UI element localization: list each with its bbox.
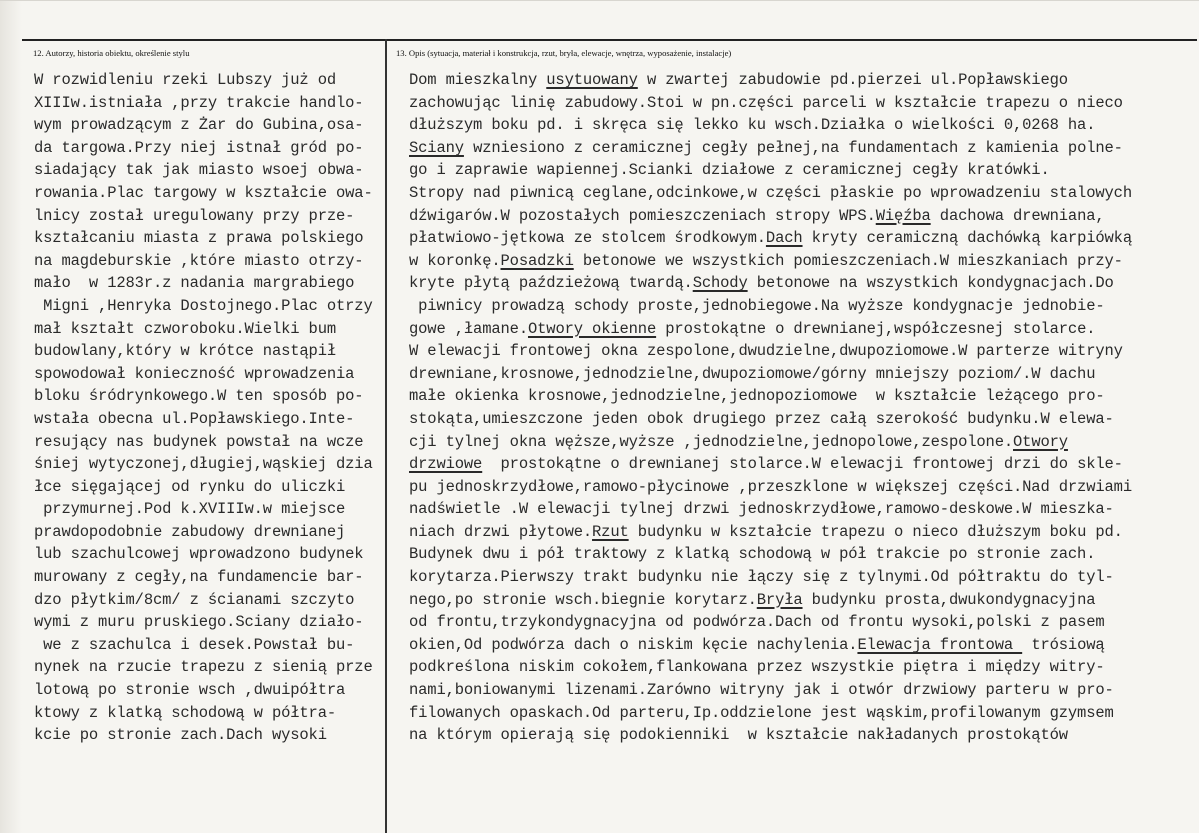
text-segment: rowania.Plac targowy w kształcie owa- (34, 183, 373, 202)
underlined-heading-word: Sciany (409, 138, 464, 157)
text-segment: kryty ceramiczną dachówką karpiówką (802, 229, 1132, 248)
text-line (34, 611, 384, 634)
text-segment: siadający tak jak miasto wsoej obwa- (34, 161, 364, 180)
underlined-heading-word: Rzut (592, 522, 629, 541)
text-line (409, 385, 1199, 408)
text-line (409, 543, 1199, 566)
text-segment: Stropy nad piwnicą ceglane,odcinkowe,w części płaskie po wprowadzeniu stalowych (409, 183, 1132, 202)
text-line (34, 159, 384, 182)
underlined-heading-word: Dach (765, 229, 803, 248)
text-segment: nego,po stronie wsch.biegnie korytarz. (409, 590, 757, 609)
page-edge-shadow (0, 1, 22, 833)
text-segment: cji tylnej okna węższe,wyższe ,jednodzielne,jednopolowe,zespolone. (409, 432, 1014, 451)
text-line (409, 453, 1199, 476)
text-segment: na którym opierają się podokienniki w kształcie nakładanych prostokątów (409, 726, 1068, 745)
text-segment: gowe ,łamane. (409, 319, 528, 338)
text-segment: nami,boniowanymi lizenami.Zarówno witryny jak i otwór drzwiowy parteru w pro- (409, 681, 1114, 700)
text-line (34, 385, 384, 408)
text-segment: drewniane,krosnowe,jednodzielne,dwupoziomowe/górny mniejszy poziom/.W dachu (409, 364, 1096, 383)
text-segment: płatwiowo-jętkowa ze stolcem środkowym. (409, 229, 766, 248)
text-line (34, 702, 384, 725)
text-line (409, 408, 1199, 431)
text-segment: da targowa.Przy niej istnał gród po- (34, 138, 364, 157)
underlined-heading-word: Elewacja frontowa (857, 635, 1023, 654)
text-line (34, 543, 384, 566)
text-line (409, 611, 1199, 634)
text-line (34, 250, 384, 273)
text-line (34, 476, 384, 499)
text-line (34, 634, 384, 657)
text-segment: lotową po stronie wsch ,dwuipółtra (34, 681, 346, 700)
text-line (409, 724, 1199, 747)
text-line (409, 702, 1199, 725)
text-segment: lnicy został uregulowany przy prze- (34, 206, 355, 225)
text-segment: wzniesiono z ceramicznej cegły pełnej,na fundamentach z kamienia polne- (463, 138, 1123, 157)
text-segment: spowodował konieczność wprowadzenia (34, 364, 355, 383)
text-line (409, 159, 1199, 182)
top-rule (22, 39, 1197, 41)
text-segment: śniej wytyczonej,długiej,wąskiej dzia (34, 455, 373, 474)
text-segment: podkreślona niskim cokołem,flankowana przez wszystkie piętra i między witry- (409, 658, 1105, 677)
text-segment: od frontu,trzykondygnacyjna od podwórza.Dach od frontu wysoki,polski z pasem (409, 613, 1105, 632)
text-line (409, 431, 1199, 454)
text-segment: kryte płytą paździeżową twardą. (409, 274, 693, 293)
text-line (409, 272, 1199, 295)
text-segment: niach drzwi płytowe. (409, 522, 593, 541)
text-segment: w koronkę. (409, 251, 501, 270)
text-segment: mało w 1283r.z nadania margrabiego (34, 274, 355, 293)
text-segment: dźwigarów.W pozostałych pomieszczeniach stropy WPS. (409, 206, 876, 225)
text-line (409, 340, 1199, 363)
underlined-heading-word: Więźba (875, 206, 931, 225)
text-line (34, 318, 384, 341)
underlined-heading-word: drzwiowe (409, 455, 483, 474)
column-divider (385, 39, 387, 833)
text-segment: Migni ,Henryka Dostojnego.Plac otrzy (34, 296, 373, 315)
text-line (409, 679, 1199, 702)
underlined-heading-word: usytuowany (546, 71, 638, 89)
text-segment: XIIIw.istniała ,przy trakcie handlo- (34, 93, 364, 112)
text-segment: okien,Od podwórza dach o niskim kęcie nachylenia. (409, 635, 858, 654)
text-line (34, 521, 384, 544)
text-segment: resujący nas budynek powstał na wcze (34, 432, 364, 451)
text-line (34, 431, 384, 454)
text-segment: lub szachulcowej wprowadzono budynek (34, 545, 364, 564)
underlined-heading-word: Otwory (1013, 432, 1068, 451)
text-line (34, 498, 384, 521)
text-line (409, 521, 1199, 544)
text-segment: w zwartej zabudowie pd.pierzei ul.Popławskiego (637, 71, 1068, 89)
text-segment: ktowy z klatką schodową w półtra- (34, 703, 337, 722)
text-segment: dachowa drewniana, (930, 206, 1105, 225)
text-line (34, 69, 384, 92)
text-line (409, 137, 1199, 160)
text-segment: korytarza.Pierwszy trakt budynku nie łączy się z tylnymi.Od półtraktu do tyl- (409, 568, 1114, 587)
text-segment: filowanych opaskach.Od parteru,Ip.oddzielone jest wąskim,profilowanym gzymsem (409, 703, 1114, 722)
text-segment: W elewacji frontowej okna zespolone,dwudzielne,dwupoziomowe.W parterze witryny (409, 342, 1123, 361)
text-line (34, 295, 384, 318)
text-segment: budynku prosta,dwukondygnacyjna (802, 590, 1096, 609)
text-segment: budowlany,który w krótce nastąpił (34, 342, 337, 361)
text-segment: prostokątne o drewnianej,współczesnej stolarce. (656, 319, 1096, 338)
text-line (409, 566, 1199, 589)
text-line (409, 498, 1199, 521)
text-line (409, 476, 1199, 499)
text-line (409, 182, 1199, 205)
text-line (34, 272, 384, 295)
text-segment: kształcaniu miasta z prawa polskiego (34, 229, 364, 248)
text-line (34, 679, 384, 702)
text-segment: wstała obecna ul.Popławskiego.Inte- (34, 409, 355, 428)
text-segment: Dom mieszkalny (409, 71, 547, 89)
text-line (34, 566, 384, 589)
text-line (409, 114, 1199, 137)
text-line (409, 656, 1199, 679)
text-segment: betonowe we wszystkich pomieszczeniach.W mieszkaniach przy- (573, 251, 1123, 270)
underlined-heading-word: Bryła (756, 590, 803, 609)
left-column-header: 12. Autorzy, historia obiektu, określenie stylu (33, 48, 190, 58)
text-segment: pu jednoskrzydłowe,ramowo-płycinowe ,przeszklone w większej części.Nad drzwiami (409, 477, 1132, 496)
underlined-heading-word: Posadzki (500, 251, 574, 270)
description-text-column (409, 69, 1199, 747)
text-segment: kcie po stronie zach.Dach wysoki (34, 726, 327, 745)
text-segment: bloku śródrynkowego.W ten sposób po- (34, 387, 364, 406)
text-line (34, 340, 384, 363)
text-line (409, 205, 1199, 228)
right-column-header: 13. Opis (sytuacja, materiał i konstrukcja, rzut, bryła, elewacje, wnętrza, wyposażenie, instalacje) (396, 48, 732, 58)
text-line (34, 363, 384, 386)
text-segment: nynek na rzucie trapezu z sienią prze (34, 658, 373, 677)
text-segment: prostokątne o drewnianej stolarce.W elewacji frontowej drzi do skle- (482, 455, 1123, 474)
text-segment: nadświetle .W elewacji tylnej drzwi jednoskrzydłowe,ramowo-deskowe.W mieszka- (409, 500, 1114, 519)
text-line (34, 656, 384, 679)
text-line (409, 227, 1199, 250)
text-segment: we z szachulca i desek.Powstał bu- (34, 635, 355, 654)
text-segment: betonowe na wszystkich kondygnacjach.Do (747, 274, 1114, 293)
text-line (34, 137, 384, 160)
history-text-column (34, 69, 384, 747)
text-segment: dłuższym boku pd. i skręca się lekko ku wsch.Działka o wielkości 0,0268 ha. (409, 116, 1096, 135)
text-segment: go i zaprawie wapiennej.Scianki działowe z ceramicznej cegły kratówki. (409, 161, 1050, 180)
text-segment: prawdopodobnie zabudowy drewnianej (34, 522, 346, 541)
underlined-heading-word: Otwory okienne (527, 319, 657, 338)
text-segment: wymi z muru pruskiego.Sciany działo- (34, 613, 364, 632)
text-segment: W rozwidleniu rzeki Lubszy już od (34, 71, 337, 89)
text-line (409, 295, 1199, 318)
text-line (34, 408, 384, 431)
text-segment: murowany z cegły,na fundamencie bar- (34, 568, 364, 587)
text-line (34, 114, 384, 137)
text-line (409, 250, 1199, 273)
text-line (409, 318, 1199, 341)
text-segment: dzo płytkim/8cm/ z ścianami szczyto (34, 590, 355, 609)
text-line (409, 634, 1199, 657)
text-line (34, 227, 384, 250)
text-segment: na magdeburskie ,które miasto otrzy- (34, 251, 364, 270)
text-line (34, 92, 384, 115)
text-line (409, 589, 1199, 612)
text-segment: Budynek dwu i pół traktowy z klatką schodową w pół trakcie po stronie zach. (409, 545, 1096, 564)
text-segment: stokąta,umieszczone jeden obok drugiego przez całą szerokość budynku.W elewa- (409, 409, 1114, 428)
text-line (34, 182, 384, 205)
text-segment: łce sięgającej od rynku do uliczki (34, 477, 346, 496)
text-segment: wym prowadzącym z Żar do Gubina,osa- (34, 116, 364, 135)
text-line (34, 205, 384, 228)
text-segment: małe okienka krosnowe,jednodzielne,jednopoziomowe w kształcie leżącego pro- (409, 387, 1105, 406)
text-segment: trósiową (1022, 635, 1105, 654)
text-line (409, 69, 1199, 92)
text-line (34, 724, 384, 747)
text-segment: mał kształt czworoboku.Wielki bum (34, 319, 337, 338)
text-segment: budynku w kształcie trapezu o nieco dłuższym boku pd. (628, 522, 1123, 541)
text-segment: zachowując linię zabudowy.Stoi w pn.części parceli w kształcie trapezu o nieco (409, 93, 1123, 112)
text-segment: przymurnej.Pod k.XVIIIw.w miejsce (34, 500, 346, 519)
text-line (409, 92, 1199, 115)
text-line (409, 363, 1199, 386)
underlined-heading-word: Schody (692, 274, 748, 293)
text-line (34, 453, 384, 476)
text-segment: piwnicy prowadzą schody proste,jednobiegowe.Na wyższe kondygnacje jednobie- (409, 296, 1105, 315)
text-line (34, 589, 384, 612)
